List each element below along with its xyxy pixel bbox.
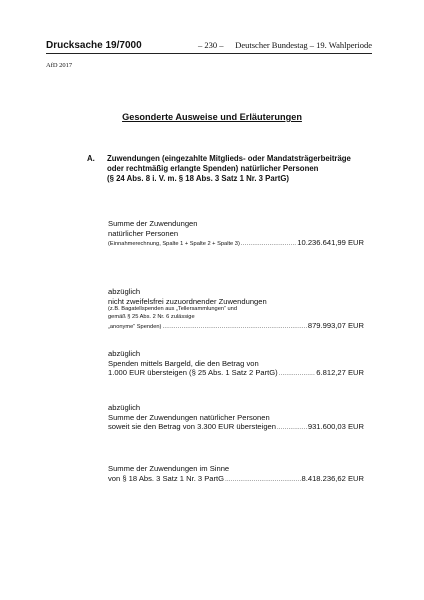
large-donations-block <box>108 403 364 434</box>
amount-value: 931.600,03 EUR <box>307 422 364 432</box>
block-text: abzüglich <box>108 287 141 296</box>
party-code: AfD 2017 <box>46 62 73 69</box>
amount-value: 879.993,07 EUR <box>307 321 364 331</box>
amount-label: „anonyme“ Spenden) <box>108 324 162 331</box>
block-text: Summe der Zuwendungen <box>108 219 198 228</box>
dot-leader <box>277 424 307 434</box>
block-text: Summe der Zuwendungen natürlicher Personen <box>108 412 270 422</box>
amount-value: 10.236.641,99 EUR <box>297 238 364 248</box>
drucksache-number: Drucksache 19/7000 <box>46 40 142 51</box>
block-text: gemäß § 25 Abs. 2 Nr. 6 zulässige <box>108 313 195 320</box>
section-a-line: Zuwendungen (eingezahlte Mitglieds- oder Mandatsträgerbeiträge <box>107 154 351 163</box>
header-rule <box>46 53 372 54</box>
page-header <box>46 40 372 54</box>
section-a-line: (§ 24 Abs. 8 i. V. m. § 18 Abs. 3 Satz 1 Nr. 3 PartG) <box>107 174 290 183</box>
amount-label: soweit sie den Betrag von 3.300 EUR übersteigen <box>108 422 277 432</box>
dot-leader <box>241 240 296 250</box>
amount-value: 6.812,27 EUR <box>316 368 364 378</box>
section-a-line: oder rechtmäßig erlangte Spenden) natürlicher Personen <box>107 164 319 173</box>
block-text: natürlicher Personen <box>108 228 179 238</box>
unassignable-donations-block <box>108 287 364 333</box>
amount-value: 8.418.236,62 EUR <box>301 473 364 483</box>
block-text: Spenden mittels Bargeld, die den Betrag von <box>108 358 259 368</box>
block-text: (z.B. Bagatellspenden aus „Tellersammlungen“ und <box>108 306 237 313</box>
amount-line <box>108 321 364 333</box>
block-text: abzüglich <box>108 403 141 412</box>
amount-line <box>108 474 364 486</box>
header-publisher: Deutscher Bundestag – 19. Wahlperiode <box>235 40 372 50</box>
amount-label: (Einnahmerechnung, Spalte 1 + Spalte 2 + Spalte 3) <box>108 241 240 248</box>
block-text: Summe der Zuwendungen im Sinne <box>108 464 230 473</box>
amount-line <box>108 422 364 434</box>
dot-leader <box>279 370 316 380</box>
section-a-heading <box>87 154 351 183</box>
page-number: – 230 – <box>198 40 224 50</box>
amount-line <box>108 368 364 380</box>
cash-donations-block <box>108 349 364 380</box>
sum-natural-persons-block <box>108 219 364 250</box>
total-sum-block <box>108 464 364 485</box>
section-letter: A. <box>87 154 95 163</box>
amount-label: von § 18 Abs. 3 Satz 1 Nr. 3 PartG <box>108 473 225 483</box>
amount-line <box>108 238 364 250</box>
dot-leader <box>225 476 300 486</box>
block-text: nicht zweifelsfrei zuzuordnender Zuwendungen <box>108 296 267 306</box>
section-title: Gesonderte Ausweise und Erläuterungen <box>122 112 302 122</box>
block-text: abzüglich <box>108 349 141 358</box>
dot-leader <box>162 323 306 333</box>
amount-label: 1.000 EUR übersteigen (§ 25 Abs. 1 Satz 2 PartG) <box>108 368 278 378</box>
